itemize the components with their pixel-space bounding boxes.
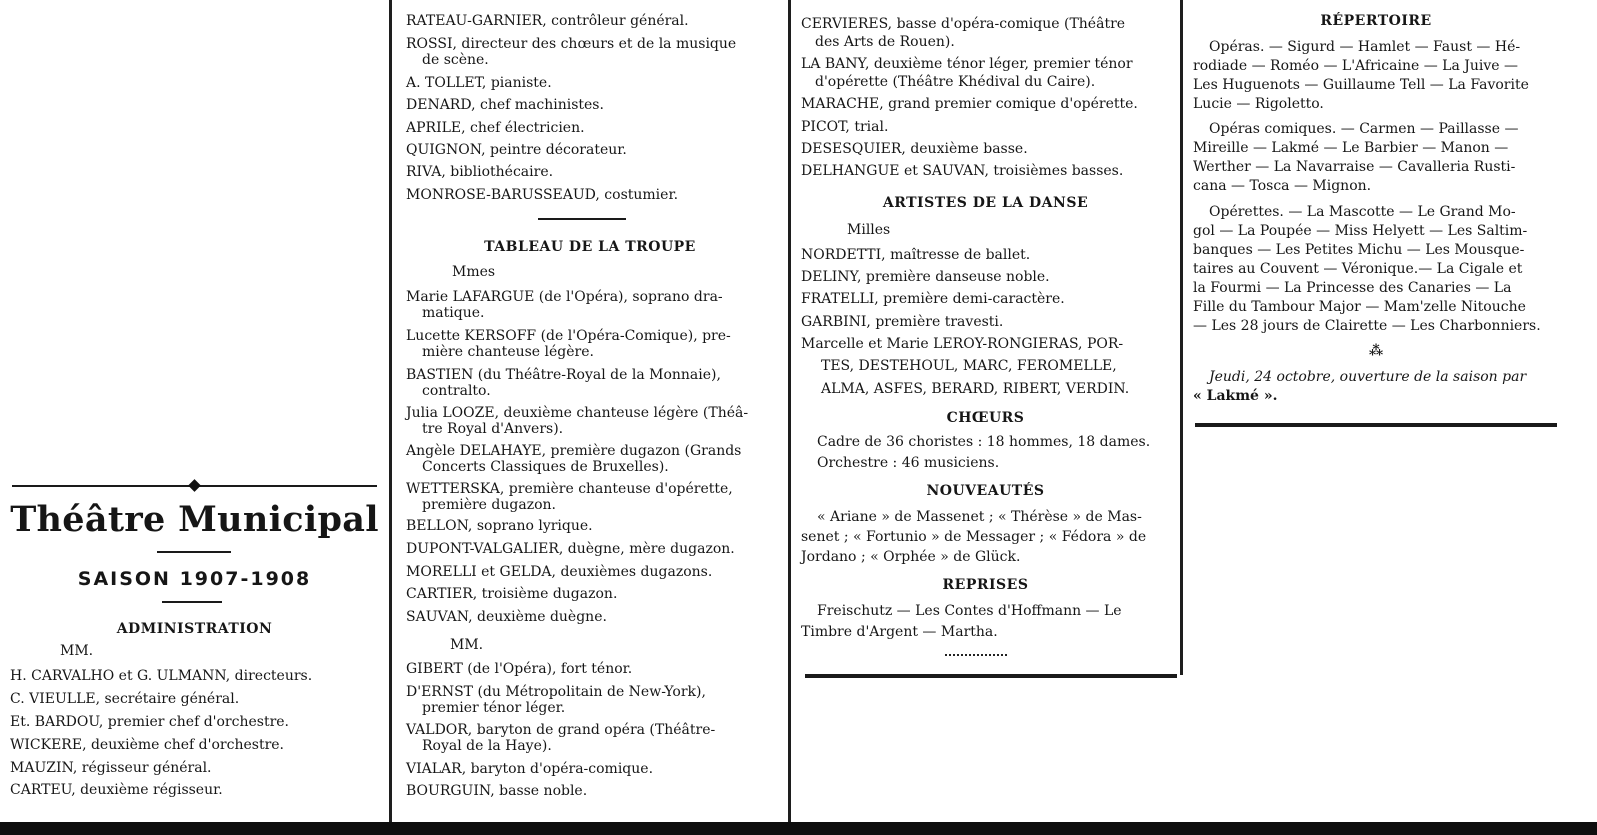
dance-line: ALMA, ASFES, BERARD, RIBERT, VERDIN. bbox=[821, 381, 1130, 397]
dance-line: NORDETTI, maîtresse de ballet. bbox=[801, 247, 1031, 263]
troupe-line: Lucette KERSOFF (de l'Opéra-Comique), pre- bbox=[406, 328, 731, 344]
ornament-diamond bbox=[188, 479, 201, 492]
mmes-label: Mmes bbox=[452, 264, 496, 280]
nouveautes-heading: NOUVEAUTÉS bbox=[926, 483, 1045, 499]
reprises-heading: REPRISES bbox=[942, 577, 1029, 593]
troupe-line: CERVIERES, basse d'opéra-comique (Théâtre bbox=[801, 16, 1126, 32]
column-end-rule bbox=[1195, 423, 1557, 427]
dance-line: GARBINI, première travesti. bbox=[801, 314, 1004, 330]
staff-line: RATEAU-GARNIER, contrôleur général. bbox=[406, 13, 689, 29]
troupe-line: d'opérette (Théâtre Khédival du Caire). bbox=[815, 74, 1096, 90]
comiques-line: Mireille — Lakmé — Le Barbier — Manon — bbox=[1193, 140, 1509, 156]
dance-line: TES, DESTEHOUL, MARC, FEROMELLE, bbox=[821, 358, 1117, 374]
closing-line: « Lakmé ». bbox=[1193, 388, 1278, 404]
staff-line: MONROSE-BARUSSEAUD, costumier. bbox=[406, 187, 679, 203]
troupe-line: matique. bbox=[422, 305, 485, 321]
comiques-line: cana — Tosca — Mignon. bbox=[1193, 178, 1372, 194]
choeurs-heading: CHŒURS bbox=[946, 410, 1025, 426]
reprises-line: Freischutz — Les Contes d'Hoffmann — Le bbox=[817, 603, 1122, 619]
season-heading: SAISON 1907-1908 bbox=[77, 568, 312, 590]
troupe-line: premier ténor léger. bbox=[422, 700, 566, 716]
bottom-rule bbox=[0, 822, 1597, 835]
troupe-line: GIBERT (de l'Opéra), fort ténor. bbox=[406, 661, 633, 677]
operettes-line: — Les 28 jours de Clairette — Les Charbonniers. bbox=[1193, 318, 1541, 334]
troupe-line: contralto. bbox=[422, 383, 491, 399]
troupe-line: SAUVAN, deuxième duègne. bbox=[406, 609, 607, 625]
operettes-line: taires au Couvent — Véronique.— La Cigale et bbox=[1193, 261, 1523, 277]
operas-line: Les Huguenots — Guillaume Tell — La Favorite bbox=[1193, 77, 1529, 93]
troupe-line: Angèle DELAHAYE, première dugazon (Grands bbox=[406, 443, 742, 459]
column-2 bbox=[392, 0, 788, 822]
troupe-line: première dugazon. bbox=[422, 497, 556, 513]
asterism: ⁂ bbox=[1368, 343, 1384, 359]
dance-line: DELINY, première danseuse noble. bbox=[801, 269, 1050, 285]
troupe-line: BELLON, soprano lyrique. bbox=[406, 518, 593, 534]
operas-line: rodiade — Roméo — L'Africaine — La Juive — bbox=[1193, 58, 1518, 74]
troupe-line: tre Royal d'Anvers). bbox=[422, 421, 564, 437]
closing-line: Jeudi, 24 octobre, ouverture de la saison par bbox=[1209, 369, 1527, 385]
operettes-line: banques — Les Petites Michu — Les Mousque- bbox=[1193, 242, 1525, 258]
admin-line: WICKERE, deuxième chef d'orchestre. bbox=[10, 737, 284, 753]
troupe-line: VIALAR, baryton d'opéra-comique. bbox=[406, 761, 654, 777]
operettes-line: la Fourmi — La Princesse des Canaries — La bbox=[1193, 280, 1512, 296]
choeurs-line: Orchestre : 46 musiciens. bbox=[817, 455, 1000, 471]
staff-line: de scène. bbox=[422, 52, 489, 68]
troupe-line: DELHANGUE et SAUVAN, troisièmes basses. bbox=[801, 163, 1124, 179]
comiques-line: Werther — La Navarraise — Cavalleria Rusti- bbox=[1193, 159, 1516, 175]
troupe-heading: TABLEAU DE LA TROUPE bbox=[484, 239, 696, 255]
staff-line: RIVA, bibliothécaire. bbox=[406, 164, 554, 180]
page-title: Théâtre Municipal bbox=[10, 499, 379, 540]
operettes-line: Opérettes. — La Mascotte — Le Grand Mo- bbox=[1209, 204, 1516, 220]
season-under-rule bbox=[162, 601, 222, 603]
troupe-line: Julia LOOZE, deuxième chanteuse légère (Théâ- bbox=[406, 405, 749, 421]
nouveautes-line: « Ariane » de Massenet ; « Thérèse » de Mas- bbox=[817, 509, 1142, 525]
admin-line: MAUZIN, régisseur général. bbox=[10, 760, 212, 776]
admin-line: CARTEU, deuxième régisseur. bbox=[10, 782, 223, 798]
troupe-line: D'ERNST (du Métropolitain de New-York), bbox=[406, 684, 706, 700]
mm-label: MM. bbox=[450, 637, 484, 653]
troupe-line: DESESQUIER, deuxième basse. bbox=[801, 141, 1028, 157]
milles-label: Milles bbox=[847, 222, 891, 238]
troupe-line: Marie LAFARGUE (de l'Opéra), soprano dra- bbox=[406, 289, 723, 305]
dance-heading: ARTISTES DE LA DANSE bbox=[882, 195, 1089, 211]
troupe-line: mière chanteuse légère. bbox=[422, 344, 594, 360]
troupe-line: BASTIEN (du Théâtre-Royal de la Monnaie), bbox=[406, 367, 721, 383]
operettes-line: Fille du Tambour Major — Mam'zelle Nitouche bbox=[1193, 299, 1526, 315]
nouveautes-line: senet ; « Fortunio » de Messager ; « Fédora » de bbox=[801, 529, 1147, 545]
admin-line: H. CARVALHO et G. ULMANN, directeurs. bbox=[10, 668, 313, 684]
troupe-line: PICOT, trial. bbox=[801, 119, 889, 135]
troupe-line: WETTERSKA, première chanteuse d'opérette, bbox=[406, 481, 733, 497]
troupe-line: LA BANY, deuxième ténor léger, premier ténor bbox=[801, 56, 1133, 72]
column-3 bbox=[791, 0, 1180, 822]
column-1 bbox=[0, 0, 389, 822]
troupe-line: Concerts Classiques de Bruxelles). bbox=[422, 459, 669, 475]
troupe-line: CARTIER, troisième dugazon. bbox=[406, 586, 618, 602]
troupe-line: BOURGUIN, basse noble. bbox=[406, 783, 588, 799]
admin-mm: MM. bbox=[60, 643, 94, 659]
dance-line: FRATELLI, première demi-caractère. bbox=[801, 291, 1065, 307]
troupe-line: MARACHE, grand premier comique d'opérette. bbox=[801, 96, 1138, 112]
admin-line: C. VIEULLE, secrétaire général. bbox=[10, 691, 240, 707]
repertoire-heading: RÉPERTOIRE bbox=[1320, 13, 1432, 29]
reprises-line: Timbre d'Argent — Martha. bbox=[801, 624, 998, 640]
section-rule bbox=[538, 218, 626, 220]
staff-line: ROSSI, directeur des chœurs et de la musique bbox=[406, 36, 737, 52]
comiques-line: Opéras comiques. — Carmen — Paillasse — bbox=[1209, 121, 1519, 137]
staff-line: A. TOLLET, pianiste. bbox=[406, 75, 552, 91]
operas-line: Lucie — Rigoletto. bbox=[1193, 96, 1324, 112]
operas-line: Opéras. — Sigurd — Hamlet — Faust — Hé- bbox=[1209, 39, 1521, 55]
troupe-line: des Arts de Rouen). bbox=[815, 34, 955, 50]
troupe-line: Royal de la Haye). bbox=[422, 738, 552, 754]
staff-line: APRILE, chef électricien. bbox=[406, 120, 585, 136]
admin-line: Et. BARDOU, premier chef d'orchestre. bbox=[10, 714, 290, 730]
admin-heading: ADMINISTRATION bbox=[116, 621, 273, 637]
operettes-line: gol — La Poupée — Miss Helyett — Les Saltim- bbox=[1193, 223, 1528, 239]
troupe-line: VALDOR, baryton de grand opéra (Théâtre- bbox=[406, 722, 716, 738]
choeurs-line: Cadre de 36 choristes : 18 hommes, 18 dames. bbox=[817, 434, 1151, 450]
column-4 bbox=[1183, 0, 1597, 822]
dance-line: Marcelle et Marie LEROY-RONGIERAS, POR- bbox=[801, 336, 1124, 352]
column-end-rule bbox=[805, 674, 1177, 678]
troupe-line: MORELLI et GELDA, deuxièmes dugazons. bbox=[406, 564, 713, 580]
staff-line: DENARD, chef machinistes. bbox=[406, 97, 604, 113]
staff-line: QUIGNON, peintre décorateur. bbox=[406, 142, 627, 158]
title-under-rule bbox=[157, 551, 231, 553]
ornament-flourish bbox=[945, 646, 1007, 656]
nouveautes-line: Jordano ; « Orphée » de Glück. bbox=[801, 549, 1021, 565]
troupe-line: DUPONT-VALGALIER, duègne, mère dugazon. bbox=[406, 541, 735, 557]
